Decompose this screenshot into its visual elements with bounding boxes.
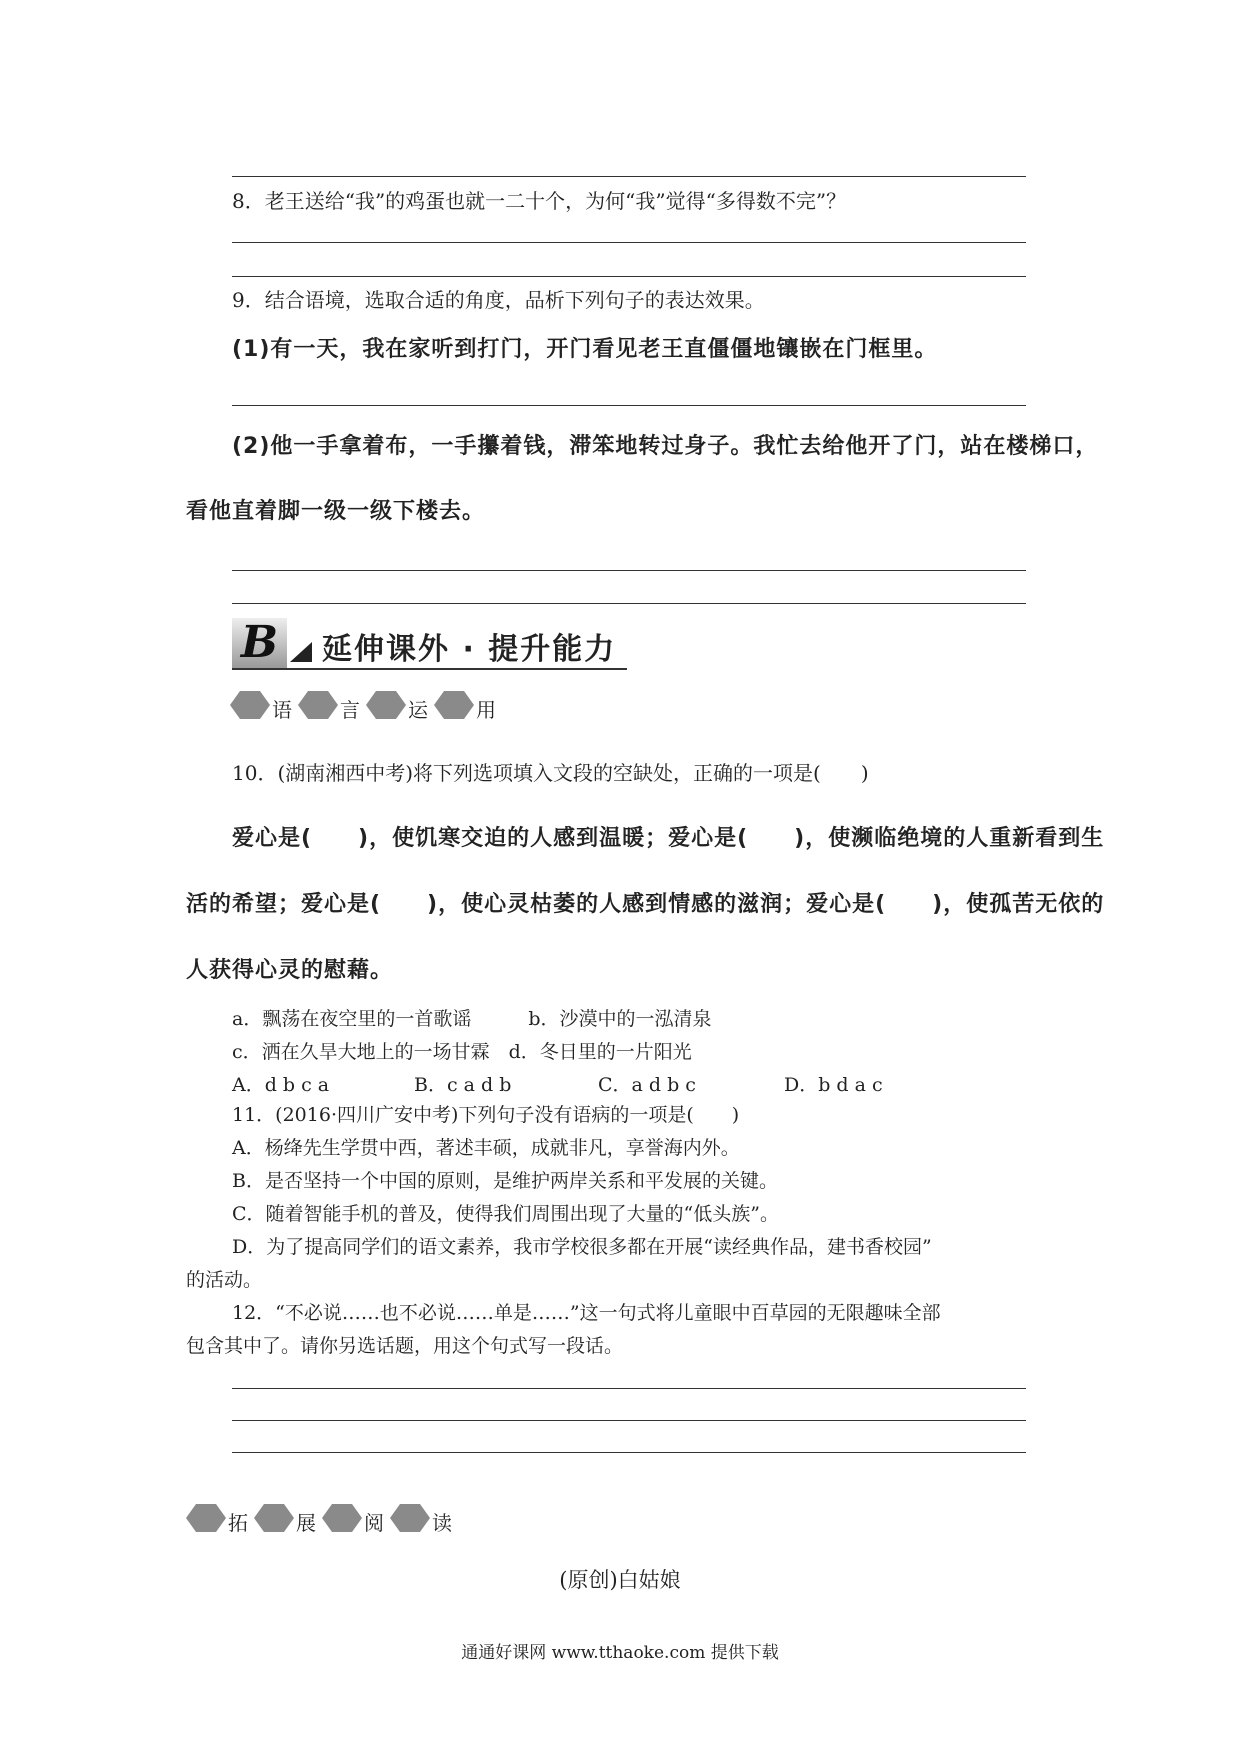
question-9: 9．结合语境，选取合适的角度，品析下列句子的表达效果。 (232, 288, 765, 312)
label-char: 运 (408, 698, 428, 722)
question-10-choice-a: A．d b c a (232, 1074, 330, 1096)
question-10-choice-d: D．b d a c (784, 1074, 883, 1096)
answer-line (232, 276, 1026, 277)
question-11: 11．(2016·四川广安中考)下列句子没有语病的一项是( ) (232, 1104, 740, 1126)
question-11-option-d-cont: 的活动。 (186, 1269, 263, 1291)
hexagon-icon (390, 1504, 430, 1532)
question-10: 10．(湖南湘西中考)将下列选项填入文段的空缺处，正确的一项是( ) (232, 761, 869, 785)
label-char: 用 (476, 698, 496, 722)
answer-line (232, 176, 1026, 177)
question-10-choice-c: C．a d b c (598, 1074, 696, 1096)
answer-line (232, 1452, 1026, 1453)
question-9-sentence-2a: (2)他一手拿着布，一手攥着钱，滞笨地转过身子。我忙去给他开了门，站在楼梯口， (232, 434, 1099, 459)
question-10-option-ab: a．飘荡在夜空里的一首歌谣 b．沙漠中的一泓清泉 (232, 1008, 712, 1030)
extended-reading-label (186, 1503, 458, 1535)
hexagon-icon (186, 1504, 226, 1532)
question-11-option-d: D．为了提高同学们的语文素养，我市学校很多都在开展“读经典作品，建书香校园” (232, 1236, 932, 1258)
label-char: 展 (296, 1511, 316, 1535)
section-b-header (232, 618, 627, 670)
label-char: 拓 (228, 1511, 248, 1535)
hexagon-icon (434, 691, 474, 719)
hexagon-icon (322, 1504, 362, 1532)
question-12: 12．“不必说……也不必说……单是……”这一句式将儿童眼中百草园的无限趣味全部 (232, 1302, 941, 1324)
label-char: 言 (340, 698, 360, 722)
question-10-passage-2: 活的希望；爱心是( )，使心灵枯萎的人感到情感的滋润；爱心是( )，使孤苦无依的 (186, 892, 1105, 917)
question-11-option-b: B．是否坚持一个中国的原则，是维护两岸关系和平发展的关键。 (232, 1170, 778, 1192)
label-char: 语 (272, 698, 292, 722)
section-b-letter: B (232, 618, 287, 668)
question-10-passage-1: 爱心是( )，使饥寒交迫的人感到温暖；爱心是( )，使濒临绝境的人重新看到生 (232, 826, 1105, 851)
story-title: (原创)白姑娘 (559, 1568, 681, 1592)
hexagon-icon (298, 691, 338, 719)
label-char: 读 (432, 1511, 452, 1535)
language-use-label (230, 690, 502, 722)
question-10-passage-3: 人获得心灵的慰藉。 (186, 958, 394, 983)
question-11-option-a: A．杨绛先生学贯中西，著述丰硕，成就非凡，享誉海内外。 (232, 1137, 740, 1159)
label-char: 阅 (364, 1511, 384, 1535)
question-9-sentence-2b: 看他直着脚一级一级下楼去。 (186, 499, 486, 524)
hexagon-icon (254, 1504, 294, 1532)
answer-line (232, 242, 1026, 243)
question-10-option-cd: c．洒在久旱大地上的一场甘霖 d．冬日里的一片阳光 (232, 1041, 692, 1063)
answer-line (232, 570, 1026, 571)
footer-text: 通通好课网 www.tthaoke.com 提供下载 (461, 1643, 779, 1663)
section-b-title: 延伸课外 · 提升能力 (322, 632, 617, 667)
triangle-icon (290, 642, 312, 662)
answer-line (232, 405, 1026, 406)
question-8: 8．老王送给“我”的鸡蛋也就一二十个，为何“我”觉得“多得数不完”？ (232, 189, 847, 213)
answer-line (232, 1420, 1026, 1421)
answer-line (232, 1388, 1026, 1389)
question-10-choice-b: B．c a d b (414, 1074, 512, 1096)
hexagon-icon (230, 691, 270, 719)
question-9-sentence-1: (1)有一天，我在家听到打门，开门看见老王直僵僵地镶嵌在门框里。 (232, 337, 938, 362)
answer-line (232, 603, 1026, 604)
question-11-option-c: C．随着智能手机的普及，使得我们周围出现了大量的“低头族”。 (232, 1203, 779, 1225)
hexagon-icon (366, 691, 406, 719)
question-12-cont: 包含其中了。请你另选话题，用这个句式写一段话。 (186, 1335, 624, 1357)
